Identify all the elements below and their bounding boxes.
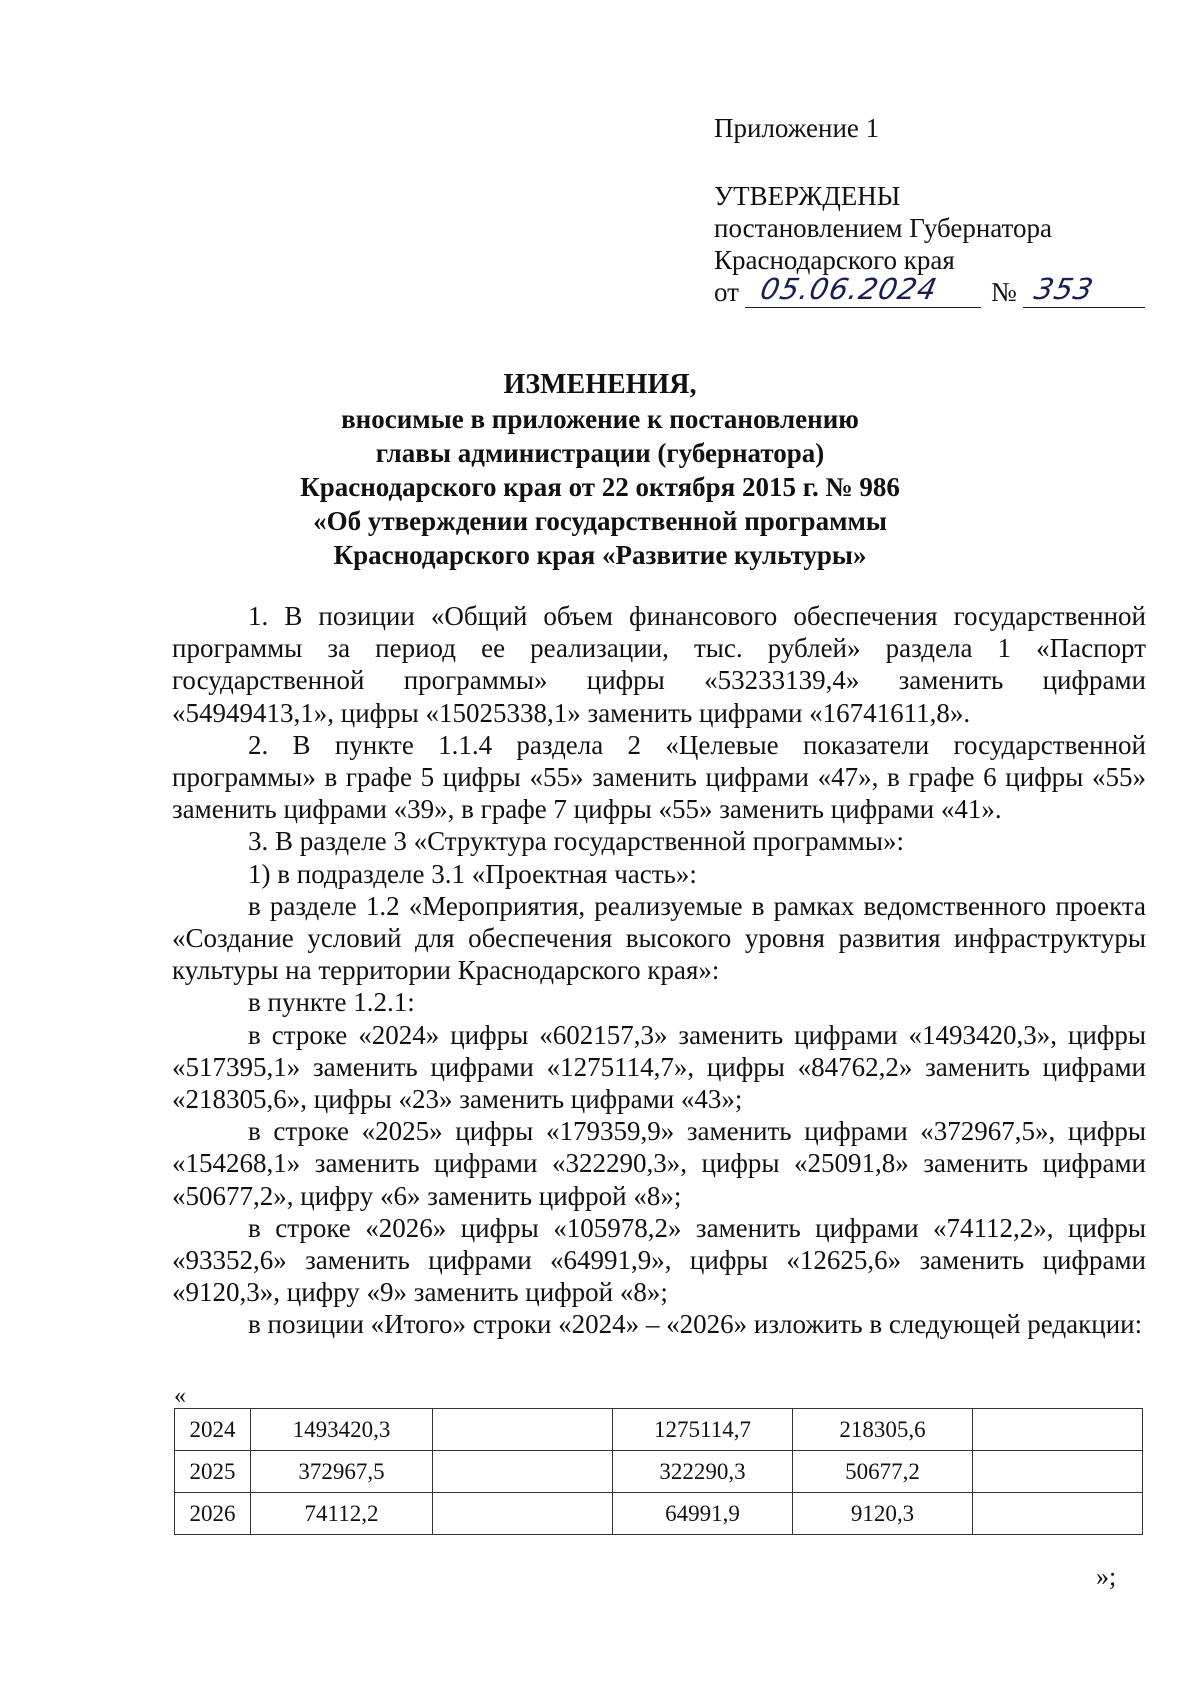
date-prefix: от <box>714 277 739 307</box>
title-line: главы администрации (губернатора) <box>375 438 825 468</box>
handwritten-number: 353 <box>1031 272 1097 306</box>
table-cell: 218305,6 <box>793 1409 973 1451</box>
title-line: Краснодарского края «Развитие культуры» <box>333 540 867 570</box>
date-field <box>745 272 981 308</box>
document-body <box>172 600 1146 1341</box>
annex-label: Приложение 1 <box>714 113 880 143</box>
paragraph: в строке «2026» цифры «105978,2» заменить цифрами «74112,2», цифры «93352,6» заменить цифрами «64991,9», цифры «12625,6» заменить цифрами «9120,3», цифру «9» заменить цифрой «8»; <box>172 1212 1146 1308</box>
title-main: ИЗМЕНЕНИЯ, <box>503 369 697 400</box>
quote-open: « <box>174 1383 186 1409</box>
approved-by-line-2: Краснодарского края <box>714 245 955 275</box>
table-cell-year: 2024 <box>175 1409 251 1451</box>
approval-block <box>714 112 1154 308</box>
paragraph: в строке «2025» цифры «179359,9» заменить цифрами «372967,5», цифры «154268,1» заменить цифрами «322290,3», цифры «25091,8» заменить цифрами «50677,2», цифру «6» заменить цифрой «8»; <box>172 1116 1146 1211</box>
approved-by-line-1: постановлением Губернатора <box>714 213 1052 243</box>
table-cell: 9120,3 <box>793 1493 973 1535</box>
table-cell: 64991,9 <box>613 1493 793 1535</box>
financing-table <box>174 1408 1143 1535</box>
title-line: Краснодарского края от 22 октября 2015 г. № 986 <box>300 472 900 502</box>
title-line: вносимые в приложение к постановлению <box>341 404 859 434</box>
paragraph: 1) в подразделе 3.1 «Проектная часть»: <box>248 858 697 889</box>
date-number-row <box>714 272 1154 308</box>
table-cell-total: 74112,2 <box>251 1493 433 1535</box>
table-cell <box>433 1409 613 1451</box>
table-cell <box>433 1451 613 1493</box>
title-line: «Об утверждении государственной программы <box>313 506 887 536</box>
document-title <box>170 368 1030 572</box>
table-cell <box>973 1493 1143 1535</box>
table-cell <box>973 1409 1143 1451</box>
table-cell-year: 2025 <box>175 1451 251 1493</box>
table-row <box>175 1409 1143 1451</box>
paragraph: в разделе 1.2 «Мероприятия, реализуемые в рамках ведомственного проекта «Создание условий для обеспечения высокого уровня развития инфраструктуры культуры на территории Краснодарского края»: <box>172 890 1146 986</box>
number-field <box>1023 272 1145 308</box>
table-cell-total: 1493420,3 <box>251 1409 433 1451</box>
paragraph: в строке «2024» цифры «602157,3» заменить цифрами «1493420,3», цифры «517395,1» заменить цифрами «1275114,7», цифры «84762,2» заменить цифрами «218305,6», цифры «23» заменить цифрами «43»; <box>172 1019 1146 1115</box>
handwritten-date: 05.06.2024 <box>757 272 941 306</box>
table-cell-total: 372967,5 <box>251 1451 433 1493</box>
table-cell: 50677,2 <box>793 1451 973 1493</box>
table-row <box>175 1493 1143 1535</box>
table-cell <box>433 1493 613 1535</box>
table-cell-year: 2026 <box>175 1493 251 1535</box>
paragraph: в пункте 1.2.1: <box>248 987 415 1018</box>
quote-close: »; <box>1096 1562 1117 1591</box>
table-cell <box>973 1451 1143 1493</box>
table-cell: 1275114,7 <box>613 1409 793 1451</box>
paragraph: 2. В пункте 1.1.4 раздела 2 «Целевые показатели государственной программы» в графе 5 цифры «55» заменить цифрами «47», в графе 6 цифры «55» заменить цифрами «39», в графе 7 цифры «55» заменить цифрами «41». <box>172 729 1146 825</box>
paragraph: 3. В разделе 3 «Структура государственной программы»: <box>248 826 904 857</box>
paragraph: в позиции «Итого» строки «2024» – «2026» изложить в следующей редакции: <box>248 1309 1143 1340</box>
number-sign: № <box>990 277 1017 307</box>
approved-label: УТВЕРЖДЕНЫ <box>714 181 901 211</box>
table-cell: 322290,3 <box>613 1451 793 1493</box>
table-row <box>175 1451 1143 1493</box>
paragraph: 1. В позиции «Общий объем финансового обеспечения государственной программы за период ее реализации, тыс. рублей» раздела 1 «Паспорт государственной программы» цифры «53233139,4» заменить цифрами «54949413,1», цифры «15025338,1» заменить цифрами «16741611,8». <box>172 601 1146 728</box>
